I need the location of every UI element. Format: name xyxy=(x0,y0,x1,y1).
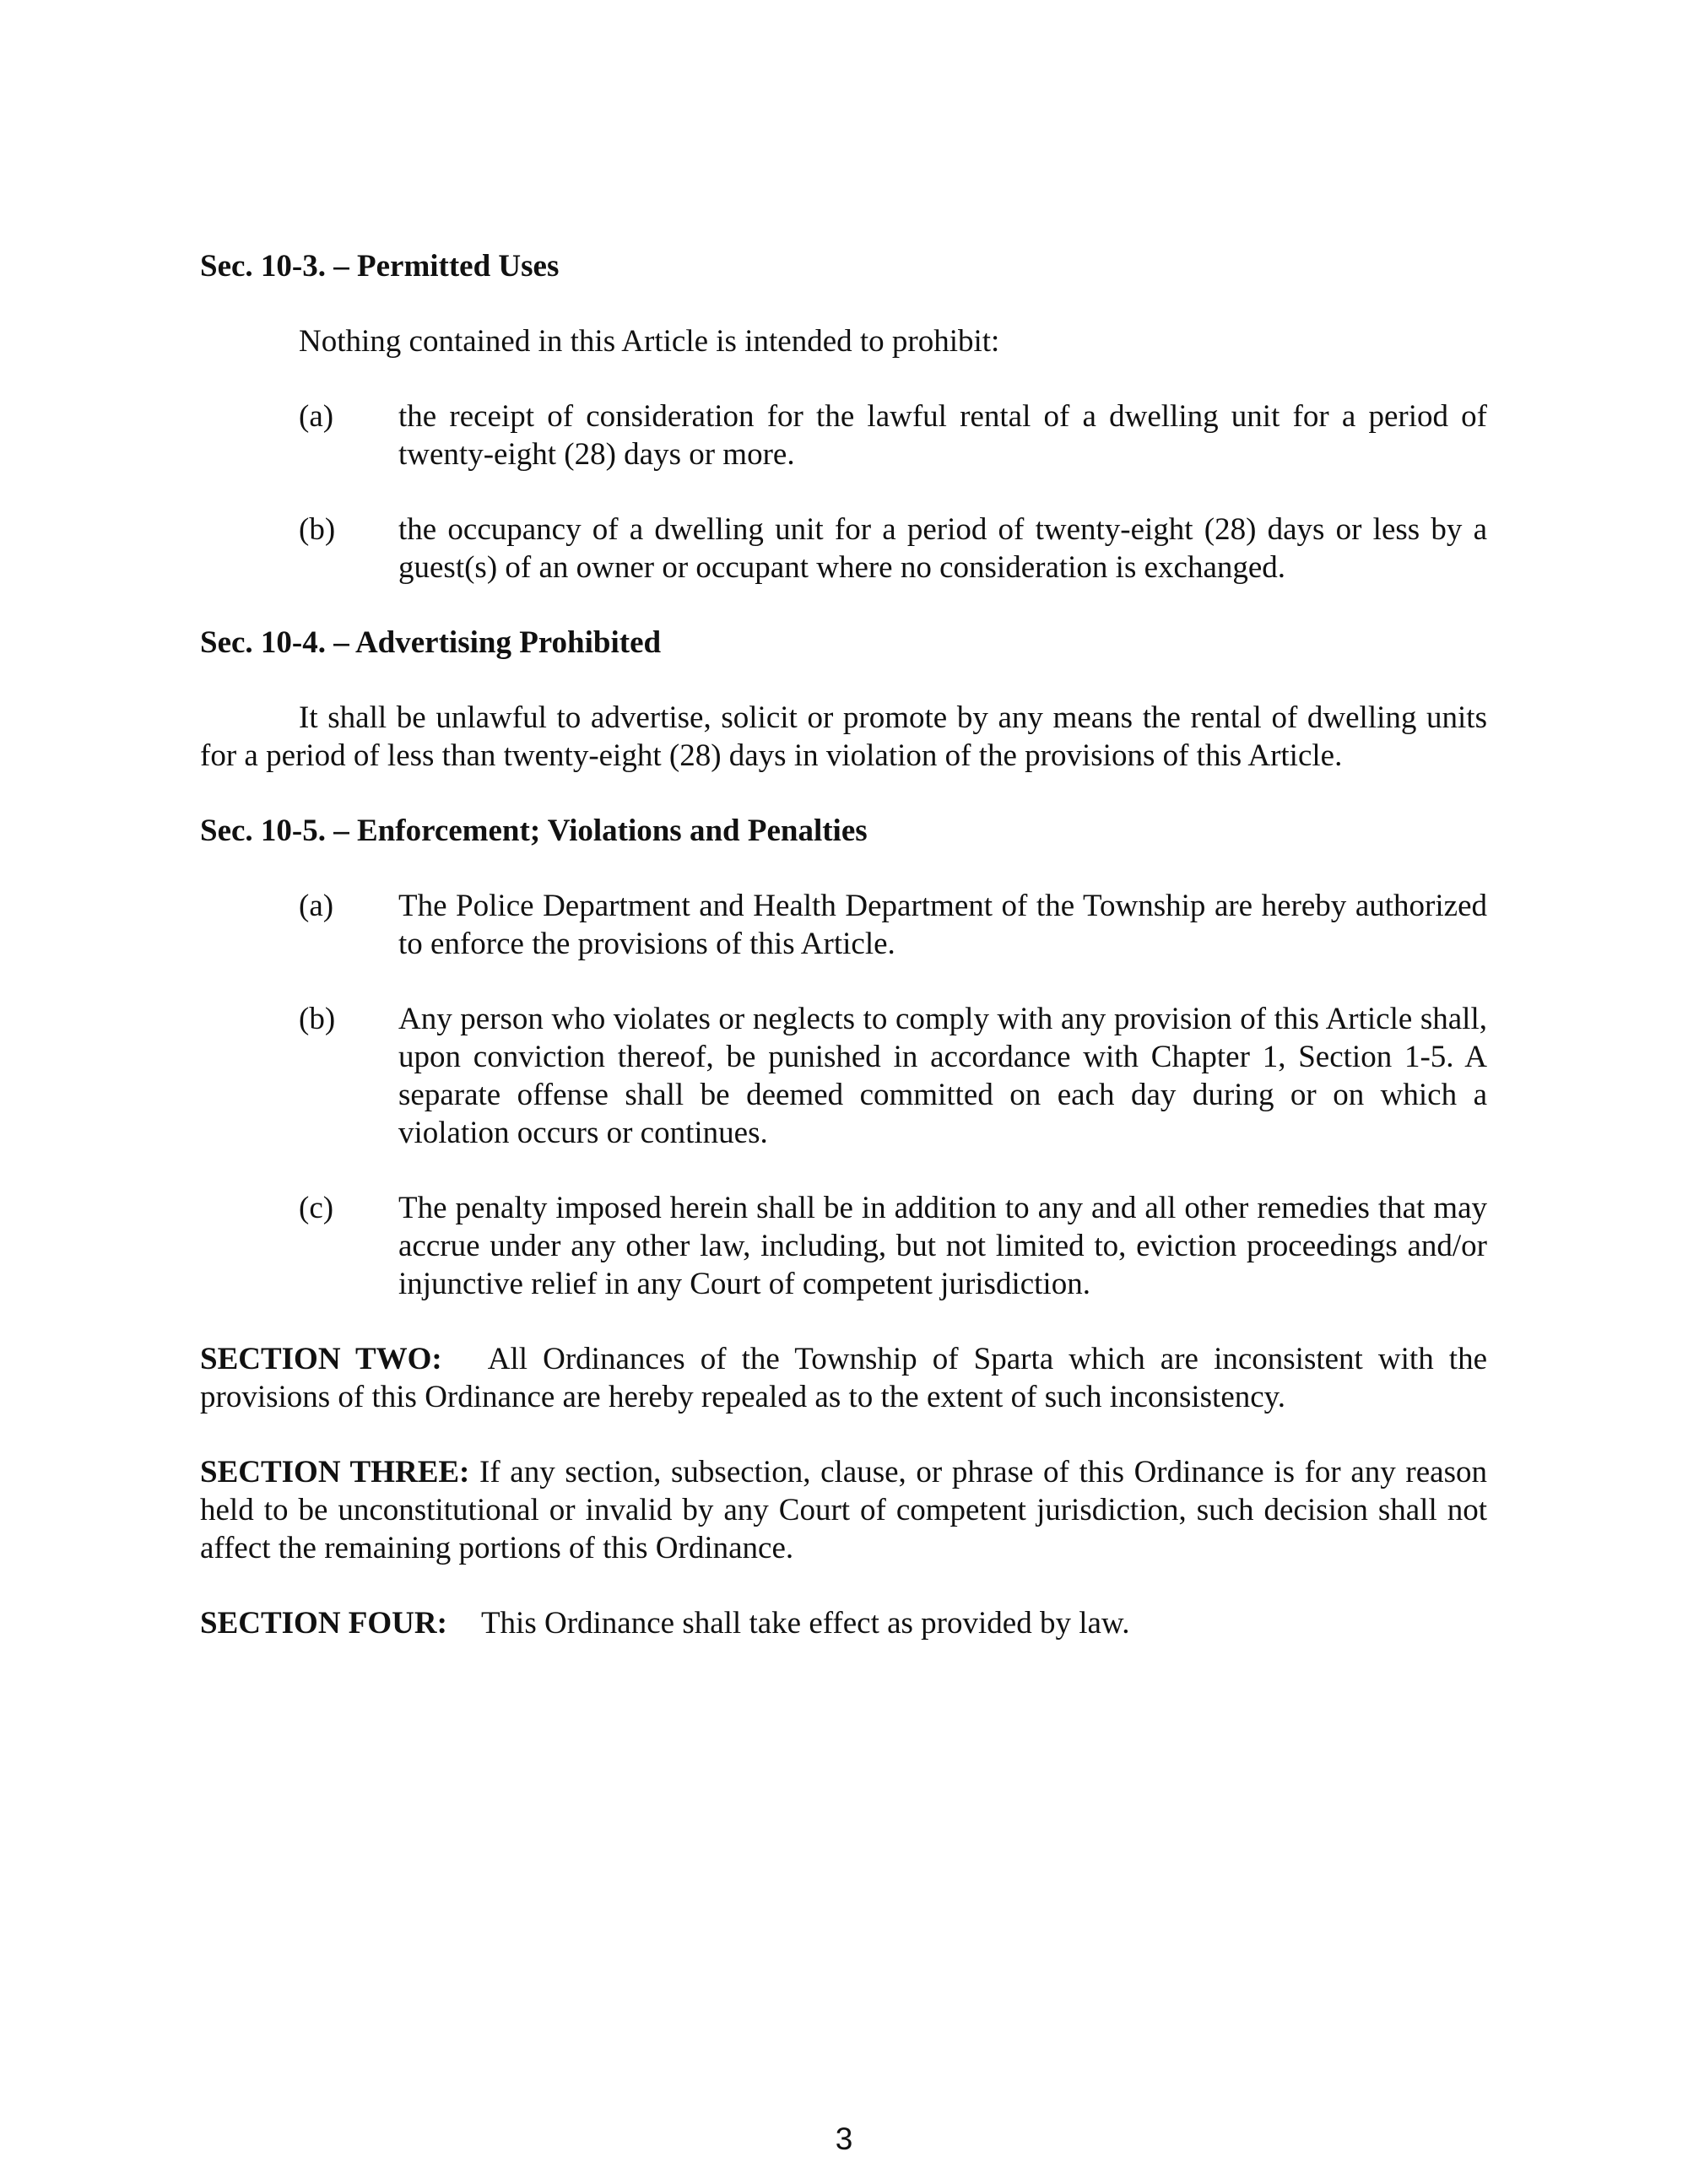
section-four-text: This Ordinance shall take effect as provided by law. xyxy=(480,1606,1130,1641)
page-number: 3 xyxy=(835,2122,853,2156)
section-four-label: SECTION FOUR: xyxy=(200,1606,447,1641)
section-two-label: SECTION TWO: xyxy=(200,1342,442,1376)
item-text: The penalty imposed herein shall be in addition to any and all other remedies that may accrue under any other law, including, but not limited to, eviction proceedings and/or injunctive relief in any Court of competent jurisdiction. xyxy=(398,1191,1487,1301)
section-two-text: All Ordinances of the Township of Sparta which are inconsistent with the provisions of this Ordinance are hereby repealed as to the extent of such inconsistency. xyxy=(200,1342,1487,1414)
section-heading-10-5: Sec. 10-5. – Enforcement; Violations and Penalties xyxy=(200,814,868,848)
item-text: Any person who violates or neglects to comply with any provision of this Article shall, upon conviction thereof, be punished in accordance with Chapter 1, Section 1-5. A separate offense shall be deemed committed on each day during or on which a violation occurs or continues. xyxy=(398,1002,1487,1150)
item-text: The Police Department and Health Department of the Township are hereby authorized to enforce the provisions of this Article. xyxy=(398,889,1487,961)
list-item xyxy=(299,887,1487,963)
item-label: (b) xyxy=(299,1002,336,1036)
item-label: (b) xyxy=(299,512,336,547)
section-three xyxy=(200,1453,1487,1567)
item-label: (a) xyxy=(299,399,334,434)
list-item xyxy=(299,1000,1487,1152)
section-heading-10-4: Sec. 10-4. – Advertising Prohibited xyxy=(200,625,662,660)
section-three-text: If any section, subsection, clause, or phrase of this Ordinance is for any reason held to be unconstitutional or invalid by any Court of competent jurisdiction, such decision shall not affect the remaining portions of this Ordinance. xyxy=(200,1455,1487,1565)
list-item xyxy=(299,1189,1487,1303)
item-label: (c) xyxy=(299,1191,334,1225)
list-item xyxy=(299,397,1487,473)
section-four xyxy=(200,1604,1487,1642)
document-body xyxy=(200,247,1487,1679)
section-heading-10-3: Sec. 10-3. – Permitted Uses xyxy=(200,249,560,284)
section-two xyxy=(200,1340,1487,1416)
section-10-3-lead: Nothing contained in this Article is intended to prohibit: xyxy=(299,324,1000,359)
item-label: (a) xyxy=(299,889,334,923)
item-text: the receipt of consideration for the lawful rental of a dwelling unit for a period of twenty-eight (28) days or more. xyxy=(398,399,1487,472)
list-item xyxy=(299,511,1487,587)
item-text: the occupancy of a dwelling unit for a period of twenty-eight (28) days or less by a guest(s) of an owner or occupant where no consideration is exchanged. xyxy=(398,512,1487,585)
section-10-4-body: It shall be unlawful to advertise, solicit or promote by any means the rental of dwelling units for a period of less than twenty-eight (28) days in violation of the provisions of this Article. xyxy=(200,700,1487,773)
section-three-label: SECTION THREE: xyxy=(200,1455,470,1489)
